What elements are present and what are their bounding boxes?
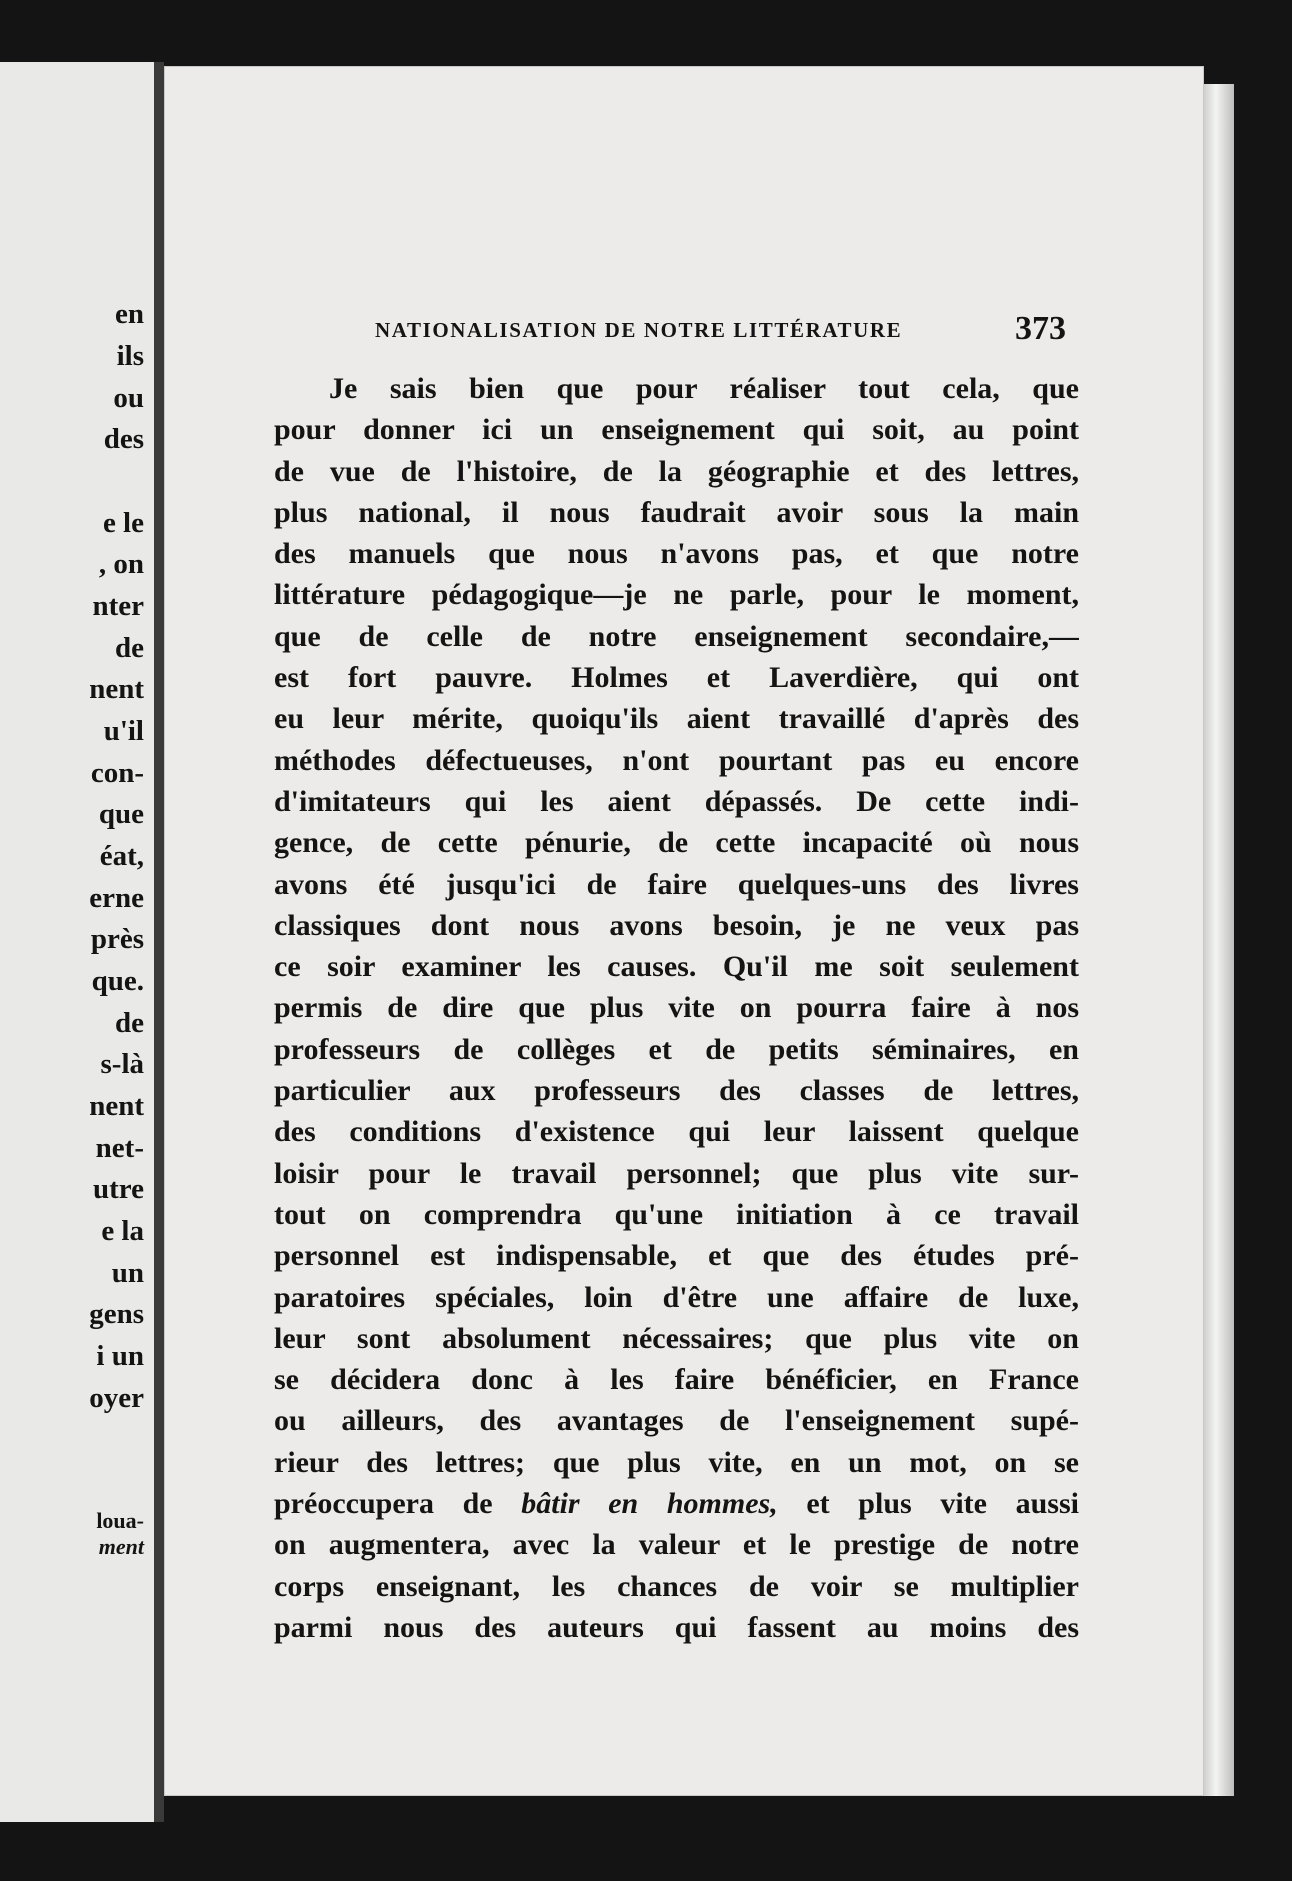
left-fragment: gens [89, 1298, 144, 1330]
left-fragment: con- [90, 757, 144, 789]
left-fragment: que [98, 798, 144, 830]
text-line: Je sais bien que pour réaliser tout cela, que [329, 372, 1079, 405]
text-line: paratoires spéciales, loin d'être une affaire de luxe, [274, 1280, 1079, 1314]
text-line: leur sont absolument nécessaires; que plus vite on [274, 1321, 1079, 1355]
text-line: plus national, il nous faudrait avoir sous la main [274, 495, 1079, 529]
text-line: se décidera donc à les faire bénéficier, en France [274, 1363, 1079, 1397]
left-fragment: s-là [100, 1048, 144, 1080]
left-fragment: oyer [89, 1382, 144, 1414]
left-fragment: i un [96, 1340, 144, 1372]
text-line: personnel est indispensable, et que des études pré- [274, 1239, 1079, 1273]
page-header [164, 312, 1204, 352]
text-line-with-italic [274, 1483, 1079, 1524]
text-line: gence, de cette pénurie, de cette incapacité où nous [274, 826, 1079, 860]
text-line: méthodes défectueuses, n'ont pourtant pas eu encore [274, 743, 1079, 777]
left-fragment: ment [98, 1534, 144, 1559]
left-fragment: nent [89, 673, 144, 705]
left-fragment: u'il [103, 715, 144, 747]
text-line: des manuels que nous n'avons pas, et que notre [274, 537, 1079, 571]
body-text [274, 368, 1079, 1648]
left-page-fragment [0, 62, 154, 1822]
text-segment: préoccupera de [274, 1487, 522, 1521]
italic-phrase: bâtir en hommes, [521, 1487, 778, 1521]
text-line: tout on comprendra qu'une initiation à ce travail [274, 1197, 1079, 1231]
text-line: professeurs de collèges et de petits séminaires, en [274, 1032, 1079, 1066]
text-line: ce soir examiner les causes. Qu'il me soit seulement [274, 950, 1079, 984]
left-fragment: en [115, 298, 144, 330]
text-segment: et plus vite aussi [777, 1487, 1079, 1521]
text-line: pour donner ici un enseignement qui soit, au point [274, 413, 1079, 447]
left-fragment: erne [89, 882, 144, 914]
left-fragment: net- [95, 1132, 144, 1164]
left-fragment: utre [92, 1173, 144, 1205]
page-edge [1204, 84, 1234, 1796]
left-fragment: que. [91, 965, 144, 997]
text-line: ou ailleurs, des avantages de l'enseignement supé- [274, 1404, 1079, 1438]
text-line: loisir pour le travail personnel; que plus vite sur- [274, 1156, 1079, 1190]
left-fragment: e le [102, 507, 144, 539]
left-fragment: de [115, 1007, 144, 1039]
left-fragment: éat, [99, 840, 144, 872]
right-page [164, 66, 1204, 1796]
text-line: avons été jusqu'ici de faire quelques-uns des livres [274, 867, 1079, 901]
left-fragment: e la [101, 1215, 144, 1247]
left-fragment: loua- [96, 1508, 144, 1533]
left-fragment: des [103, 423, 144, 455]
text-line: d'imitateurs qui les aient dépassés. De cette indi- [274, 784, 1079, 818]
left-fragment: près [90, 923, 144, 955]
text-line: des conditions d'existence qui leur laissent quelque [274, 1115, 1079, 1149]
left-fragment: un [111, 1257, 144, 1289]
left-fragment: de [115, 632, 144, 664]
left-fragment: nent [89, 1090, 144, 1122]
running-title: NATIONALISATION DE NOTRE LITTÉRATURE [375, 318, 903, 342]
text-line: rieur des lettres; que plus vite, en un mot, on se [274, 1445, 1079, 1479]
text-line: eu leur mérite, quoiqu'ils aient travaillé d'après des [274, 702, 1079, 736]
text-line: littérature pédagogique—je ne parle, pour le moment, [274, 578, 1079, 612]
left-fragment: ils [116, 340, 144, 372]
text-line: on augmentera, avec la valeur et le prestige de notre [274, 1528, 1079, 1562]
text-line: corps enseignant, les chances de voir se multiplier [274, 1569, 1079, 1603]
text-line: de vue de l'histoire, de la géographie et des lettres, [274, 454, 1079, 488]
text-line: est fort pauvre. Holmes et Laverdière, qui ont [274, 661, 1079, 695]
left-fragment: nter [92, 590, 144, 622]
left-fragment: , on [98, 548, 144, 580]
page-number: 373 [1015, 310, 1066, 347]
text-line: permis de dire que plus vite on pourra faire à nos [274, 991, 1079, 1025]
text-line: classiques dont nous avons besoin, je ne veux pas [274, 908, 1079, 942]
left-fragment: ou [113, 382, 144, 414]
text-line: particulier aux professeurs des classes de lettres, [274, 1074, 1079, 1108]
text-line: parmi nous des auteurs qui fassent au moins des [274, 1610, 1079, 1644]
text-line: que de celle de notre enseignement secondaire,— [274, 619, 1079, 653]
book-gutter [154, 62, 164, 1822]
